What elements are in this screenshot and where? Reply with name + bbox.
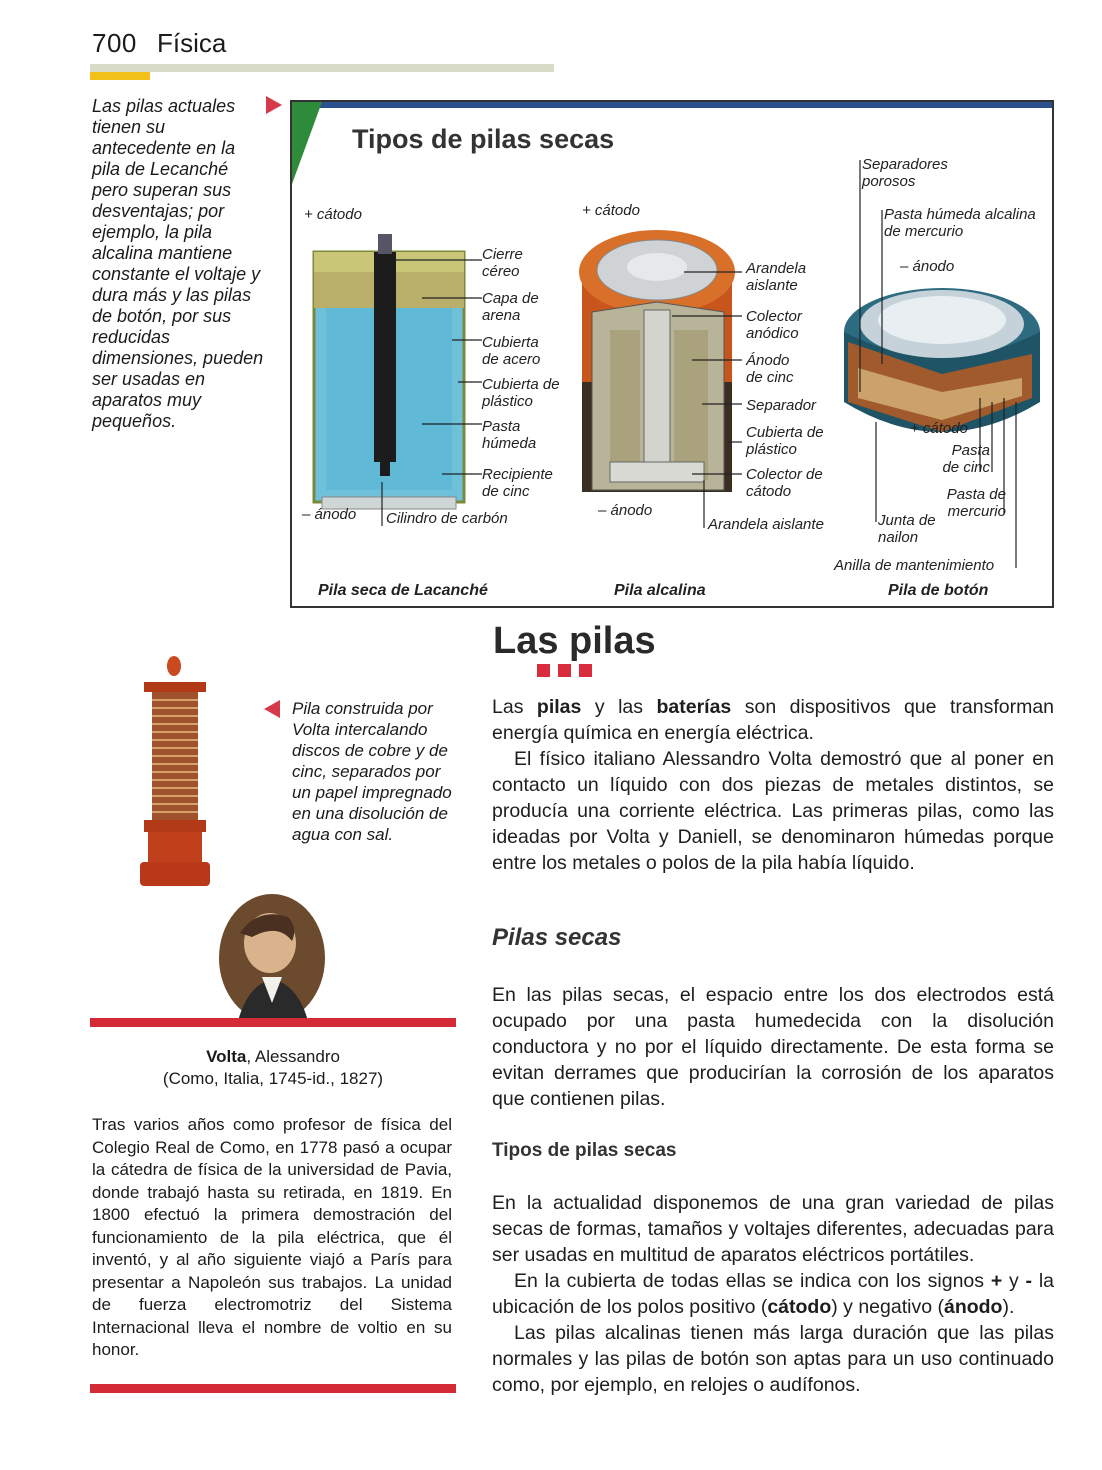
section-paragraph: En las pilas secas, el espacio entre los dos electrodos está ocupado por una pasta humedecida con la disolución conductora y no por el líquido directamente. De esta forma se evitan derrames que producirían la corrosión de los aparatos que contienen pilas. [492, 984, 1054, 1110]
lecanche-label-7: Cilindro de carbón [386, 510, 508, 527]
pointer-left-icon [264, 700, 280, 718]
lecanche-label-2: Capa de arena [482, 290, 539, 324]
title-marker-3 [579, 664, 592, 677]
pointer-right-icon [266, 96, 282, 114]
caption-button: Pila de botón [888, 582, 989, 599]
sub-paragraph-2: En la cubierta de todas ellas se indica con los signos + y - la ubicación de los polos positivo (cátodo) y negativo (ánodo). [492, 1270, 1054, 1318]
lecanche-anode-label: – ánodo [302, 506, 357, 523]
lecanche-label-4: Cubierta de plástico [482, 376, 560, 410]
lecanche-label-6: Recipiente de cinc [482, 466, 553, 500]
alkaline-label-3: Ánodo de cinc [746, 352, 794, 386]
alkaline-cathode-label: + cátodo [582, 202, 640, 219]
button-label-3: – ánodo [900, 258, 955, 275]
caption-lecanche: Pila seca de Lacanché [318, 582, 488, 599]
title-marker-1 [537, 664, 550, 677]
lecanche-label-3: Cubierta de acero [482, 334, 541, 368]
alkaline-label-4: Separador [746, 397, 817, 414]
button-label-6: Pasta de mercurio [946, 486, 1006, 520]
button-label-2: Pasta húmeda alcalina de mercurio [884, 206, 1036, 240]
bio-divider-top [90, 1018, 456, 1027]
alkaline-label-1: Arandela aislante [746, 260, 807, 294]
bio-text: Tras varios años como profesor de física del Colegio Real de Como, en 1778 pasó a ocupar la cátedra de física de la universidad de Pavia, donde trabajó hasta su retirada, en 1819. En 1800 efectuó la primera demostración del funcionamiento de la pila eléctrica, que él inventó, y al año siguiente viajó a París para presentar a Napoleón sus trabajos. La unidad de fuerza electromotriz del Sistema Internacional lleva el nombre de voltio en su honor. [92, 1115, 452, 1359]
sidebar-intro-note: Las pilas actuales tienen su antecedente en la pila de Lecanché pero superan sus desventajas; por ejemplo, la pila alcalina mantiene constante el voltaje y dura más y las pilas de botón, por sus reducidas dimensiones, pueden ser usadas en aparatos muy pequeños. [92, 96, 264, 431]
alkaline-label-6: Colector de cátodo [746, 466, 823, 500]
button-label-5: Pasta de cinc [942, 442, 990, 476]
subject-title: Física [157, 28, 227, 58]
section-title-pilas-secas: Pilas secas [492, 924, 622, 951]
lecanche-label-5: Pasta húmeda [482, 418, 537, 452]
alkaline-cell-drawing [579, 230, 742, 528]
bio-heading [90, 1046, 456, 1090]
lecanche-cell-drawing [314, 234, 482, 526]
caption-alkaline: Pila alcalina [614, 582, 706, 599]
volta-pile-caption: Pila construida por Volta intercalando discos de cobre y de cinc, separados por un papel impregnado en una disolución de agua con sal. [292, 699, 452, 844]
lecanche-label-1: Cierre céreo [482, 246, 523, 280]
alkaline-anode-label: – ánodo [598, 502, 653, 519]
page-number: 700 [92, 28, 137, 58]
header-accent-bar [90, 72, 150, 80]
volta-portrait [218, 893, 326, 1023]
alkaline-label-5: Cubierta de plástico [746, 424, 824, 458]
main-title: Las pilas [493, 620, 656, 662]
button-label-1: Separadores porosos [862, 156, 948, 190]
lecanche-cathode-label: + cátodo [304, 206, 362, 223]
volta-pile-illustration [130, 652, 220, 896]
bio-divider-bottom [90, 1384, 456, 1393]
button-label-4: + cátodo [910, 420, 968, 437]
bio-name-rest: , Alessandro [246, 1047, 340, 1066]
subsection-title: Tipos de pilas secas [492, 1140, 677, 1161]
alkaline-label-2: Colector anódico [746, 308, 802, 342]
header-rule [90, 64, 554, 72]
title-marker-2 [558, 664, 571, 677]
sub-paragraph-3: Las pilas alcalinas tienen más larga duración que las pilas normales y las pilas de botón son aptas para un uso continuado como, por ejemplo, en relojes o audífonos. [492, 1322, 1054, 1396]
alkaline-label-7: Arandela aislante [708, 516, 824, 533]
intro-paragraph: Las pilas y las baterías son dispositivos que transforman energía química en energía eléctrica. [492, 696, 1055, 744]
sub-paragraph-1: En la actualidad disponemos de una gran variedad de pilas secas de formas, tamaños y voltajes diferentes, adecuadas para ser usadas en multitud de aparatos eléctricos portátiles. [492, 1192, 1054, 1266]
button-label-8: Anilla de mantenimiento [834, 557, 995, 574]
volta-paragraph: El físico italiano Alessandro Volta demostró que al poner en contacto un líquido con dos piezas de metales distintos, se producía una corriente eléctrica. Las primeras pilas, como las ideadas por Volta y Daniell, se denominaron húmedas porque entre los metales o polos de la pila había líquido. [492, 748, 1054, 874]
figure-title: Tipos de pilas secas [352, 124, 615, 154]
dry-cells-figure [290, 100, 1054, 608]
bio-dates: (Como, Italia, 1745-id., 1827) [162, 1069, 384, 1088]
button-label-7: Junta de nailon [878, 512, 936, 546]
bio-name: Volta [206, 1047, 247, 1066]
